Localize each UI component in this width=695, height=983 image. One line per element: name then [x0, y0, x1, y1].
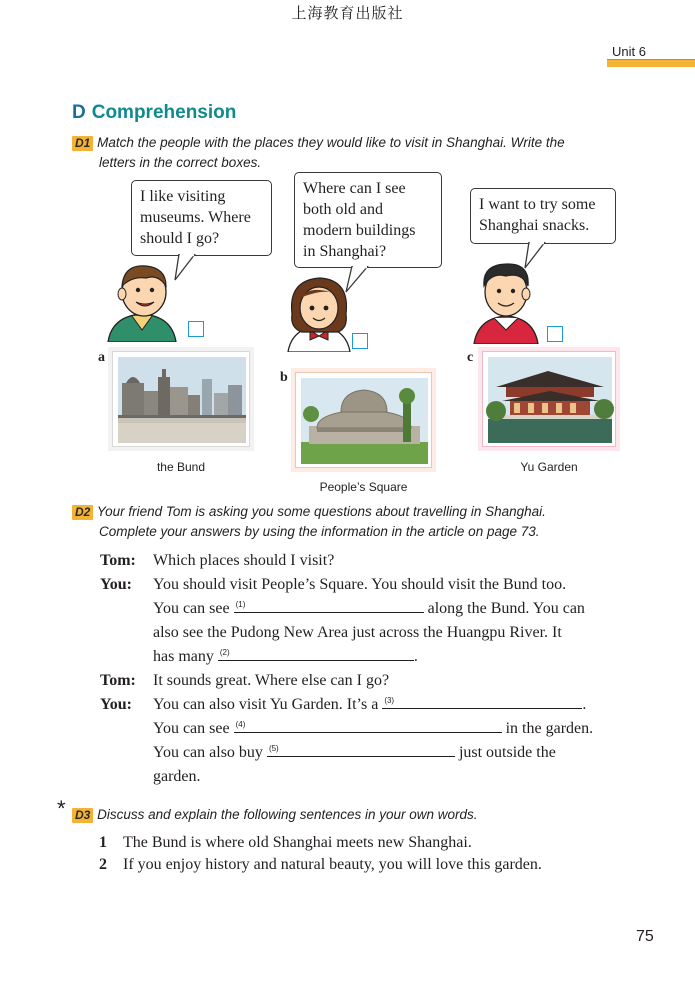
dialogue-line-3 [100, 597, 640, 621]
answer-box-2[interactable] [352, 333, 368, 349]
d3-instruction [72, 805, 478, 825]
speech-bubble-3 [470, 188, 616, 244]
blank-5[interactable] [267, 741, 455, 757]
blank-1-number: (1) [235, 600, 246, 609]
blank-5-number: (5) [268, 744, 279, 753]
page-number: 75 [636, 928, 654, 945]
blank-3-number: (3) [384, 696, 395, 705]
dialogue-text-5b: . [413, 648, 418, 665]
d2-instruction [72, 502, 546, 542]
dialogue-text-9b: just outside the [458, 744, 556, 761]
challenge-star-icon: * [57, 796, 66, 821]
d3-item-1-text: The Bund is where old Shanghai meets new Shanghai. [123, 834, 472, 851]
d3-item-2-text: If you enjoy history and natural beauty, you will love this garden. [123, 856, 542, 873]
dialogue-text-10: garden. [153, 768, 201, 785]
boy-character-1-illustration [102, 260, 182, 342]
d1-instruction-line-1: Match the people with the places they would like to visit in Shanghai. Write the [97, 135, 565, 150]
answer-box-1[interactable] [188, 321, 204, 337]
d1-tag: D1 [72, 136, 93, 151]
bubble-1-line-2: museums. Where [140, 209, 251, 226]
photo-letter-c: c [467, 350, 474, 365]
bubble-2-line-1: Where can I see [303, 180, 406, 197]
blank-2-number: (2) [219, 648, 230, 657]
dialogue-text-9a: You can also buy [153, 744, 263, 761]
d3-item-1-number: 1 [99, 834, 107, 851]
dialogue-text-8a: You can see [153, 720, 230, 737]
dialogue-line-7 [100, 693, 640, 717]
dialogue-line-10 [100, 765, 640, 789]
dialogue-line-4 [100, 621, 640, 645]
bubble-2-line-2: both old and [303, 201, 383, 218]
blank-1[interactable] [234, 597, 424, 613]
dialogue-line-1 [100, 549, 640, 573]
speaker-you-2: You: [100, 696, 133, 713]
yu-garden-photo [484, 353, 616, 447]
speaker-tom: Tom: [100, 552, 136, 569]
blank-4[interactable] [234, 717, 502, 733]
bubble-1-line-3: should I go? [140, 230, 220, 247]
photo-label-the-bund: the Bund [156, 460, 206, 474]
d3-item-2-number: 2 [99, 856, 107, 873]
answer-box-3[interactable] [547, 326, 563, 342]
boy-character-2-illustration [468, 258, 544, 344]
dialogue-text-7a: You can also visit Yu Garden. It’s a [153, 696, 379, 713]
dialogue-text-5a: has many [153, 648, 214, 665]
d2-dialogue [100, 549, 640, 794]
the-bund-photo [114, 353, 250, 447]
speaker-tom-2: Tom: [100, 672, 136, 689]
photo-frame-yu-garden [482, 351, 616, 447]
unit-label: Unit 6 [612, 44, 646, 59]
photo-letter-a: a [98, 350, 105, 365]
speech-bubble-1 [131, 180, 272, 256]
bubble-1-line-1: I like visiting [140, 188, 226, 205]
publisher-name: 上海教育出版社 [291, 4, 404, 22]
d3-item-2 [99, 854, 542, 876]
blank-4-number: (4) [235, 720, 246, 729]
d3-tag: D3 [72, 808, 93, 823]
dialogue-line-8 [100, 717, 640, 741]
d1-instruction [72, 133, 565, 173]
bubble-2-line-3: modern buildings [303, 222, 416, 239]
d3-item-1 [99, 832, 472, 854]
photo-frame-peoples-square [295, 372, 432, 468]
d1-instruction-line-2: letters in the correct boxes. [99, 155, 262, 170]
blank-3[interactable] [382, 693, 582, 709]
speech-bubble-2 [294, 172, 442, 268]
dialogue-text-7b: . [582, 696, 587, 713]
dialogue-text-3b: along the Bund. You can [427, 600, 585, 617]
dialogue-text-6: It sounds great. Where else can I go? [153, 672, 390, 689]
photo-frame-the-bund [112, 351, 250, 447]
dialogue-line-5 [100, 645, 640, 669]
photo-label-yu-garden: Yu Garden [520, 460, 578, 474]
dialogue-text-4: also see the Pudong New Area just across the Huangpu River. It [153, 624, 562, 641]
speaker-you: You: [100, 576, 133, 593]
section-title-text: Comprehension [91, 102, 237, 123]
dialogue-line-6 [100, 669, 640, 693]
bubble-2-line-4: in Shanghai? [303, 243, 387, 260]
d2-instruction-line-2: Complete your answers by using the information in the article on page 73. [99, 524, 540, 539]
dialogue-text-3a: You can see [153, 600, 230, 617]
d2-tag: D2 [72, 505, 93, 520]
dialogue-text-1: Which places should I visit? [153, 552, 335, 569]
dialogue-text-2: You should visit People’s Square. You should visit the Bund too. [153, 576, 567, 593]
dialogue-line-2 [100, 573, 640, 597]
unit-accent-bar [607, 60, 695, 67]
dialogue-text-8b: in the garden. [505, 720, 594, 737]
blank-2[interactable] [218, 645, 414, 661]
bubble-3-line-2: Shanghai snacks. [479, 217, 590, 234]
photo-letter-b: b [280, 370, 288, 385]
bubble-3-line-1: I want to try some [479, 196, 596, 213]
peoples-square-photo [297, 374, 432, 468]
section-title [72, 102, 236, 124]
photo-label-peoples-square: People’s Square [319, 480, 408, 494]
dialogue-line-9 [100, 741, 640, 765]
d3-instruction-text: Discuss and explain the following sentences in your own words. [97, 807, 478, 822]
girl-character-illustration [284, 274, 354, 352]
section-letter: D [72, 102, 86, 123]
d2-instruction-line-1: Your friend Tom is asking you some questions about travelling in Shanghai. [96, 504, 546, 519]
